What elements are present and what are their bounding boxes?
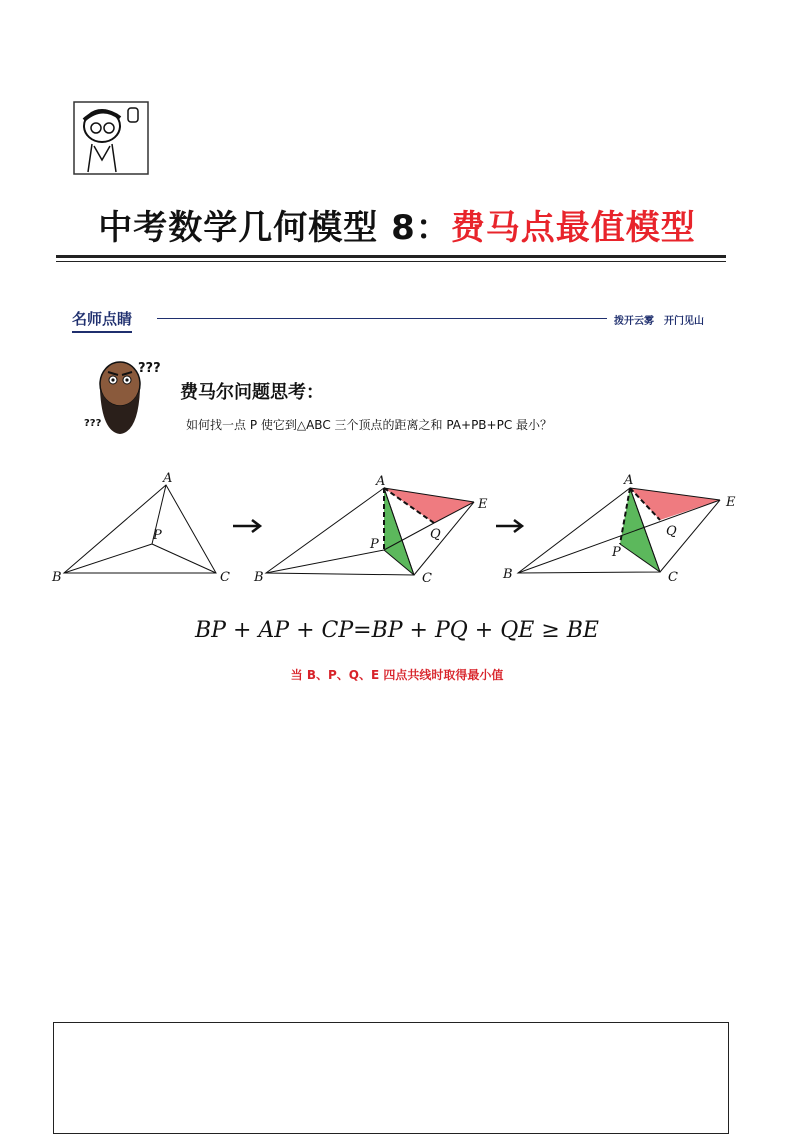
- label-a: A: [376, 474, 386, 489]
- question-marks-top: ???: [138, 361, 161, 376]
- title-highlight: 费马点最值模型: [450, 208, 696, 248]
- label-b: B: [254, 570, 264, 585]
- problem-text: 如何找一点 P 使它到△ABC 三个顶点的距离之和 PA+PB+PC 最小？: [186, 418, 553, 432]
- label-e: E: [726, 495, 736, 510]
- label-c: C: [220, 570, 230, 585]
- problem-heading: 费马尔问题思考：: [180, 382, 324, 403]
- label-b: B: [503, 567, 513, 582]
- title-main: 中考数学几何模型 8：: [98, 208, 451, 248]
- label-p: P: [612, 545, 621, 560]
- label-b: B: [52, 570, 62, 585]
- detective-cartoon-icon: [72, 100, 152, 176]
- label-c: C: [668, 570, 678, 585]
- label-p: P: [370, 537, 379, 552]
- section-divider: [157, 318, 607, 319]
- section-tagline: 拨开云雾 开门见山: [614, 316, 704, 327]
- collinear-note: 当 B、P、Q、E 四点共线时取得最小值: [290, 668, 504, 682]
- label-e: E: [478, 497, 488, 512]
- label-a: A: [163, 471, 173, 486]
- fermat-point-figures: [0, 460, 794, 600]
- figure-triangle-with-p: [51, 471, 230, 585]
- title-divider-thin: [56, 261, 726, 262]
- label-c: C: [422, 571, 432, 586]
- title-divider-thick: [56, 255, 726, 258]
- page-title: [0, 200, 794, 249]
- figure-rotation-construction: [253, 474, 488, 586]
- question-marks-bottom: ???: [84, 418, 102, 429]
- label-q: Q: [430, 527, 441, 542]
- label-q: Q: [666, 524, 677, 539]
- section-label: 名师点睛: [72, 308, 132, 333]
- arrow-right-icon: [496, 520, 522, 532]
- arrow-right-icon: [233, 520, 260, 532]
- inequality-formula: BP + AP + CP=BP + PQ + QE ≥ BE: [195, 618, 599, 643]
- label-a: A: [624, 473, 634, 488]
- figure-collinear-case: [502, 473, 736, 585]
- label-p: P: [153, 528, 162, 543]
- answer-box: [53, 1022, 729, 1134]
